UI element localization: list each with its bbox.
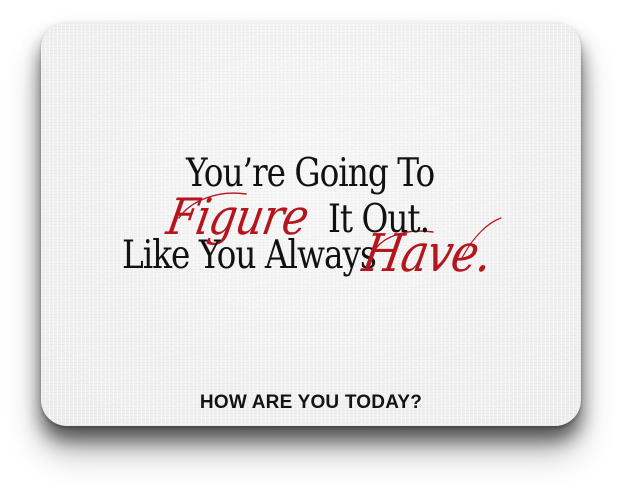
quote-line-2: It Out. [328,197,430,242]
quote-script-figure: Figure [162,188,313,246]
quote-line-3: Like You Always [122,233,376,278]
quote-block [41,22,581,426]
quote-script-have: Have. [358,224,497,284]
greeting-card [41,22,581,426]
script-swash-decoration [41,22,581,426]
card-question: HOW ARE YOU TODAY? [199,392,423,413]
quote-line-1: You’re Going To [186,151,435,196]
